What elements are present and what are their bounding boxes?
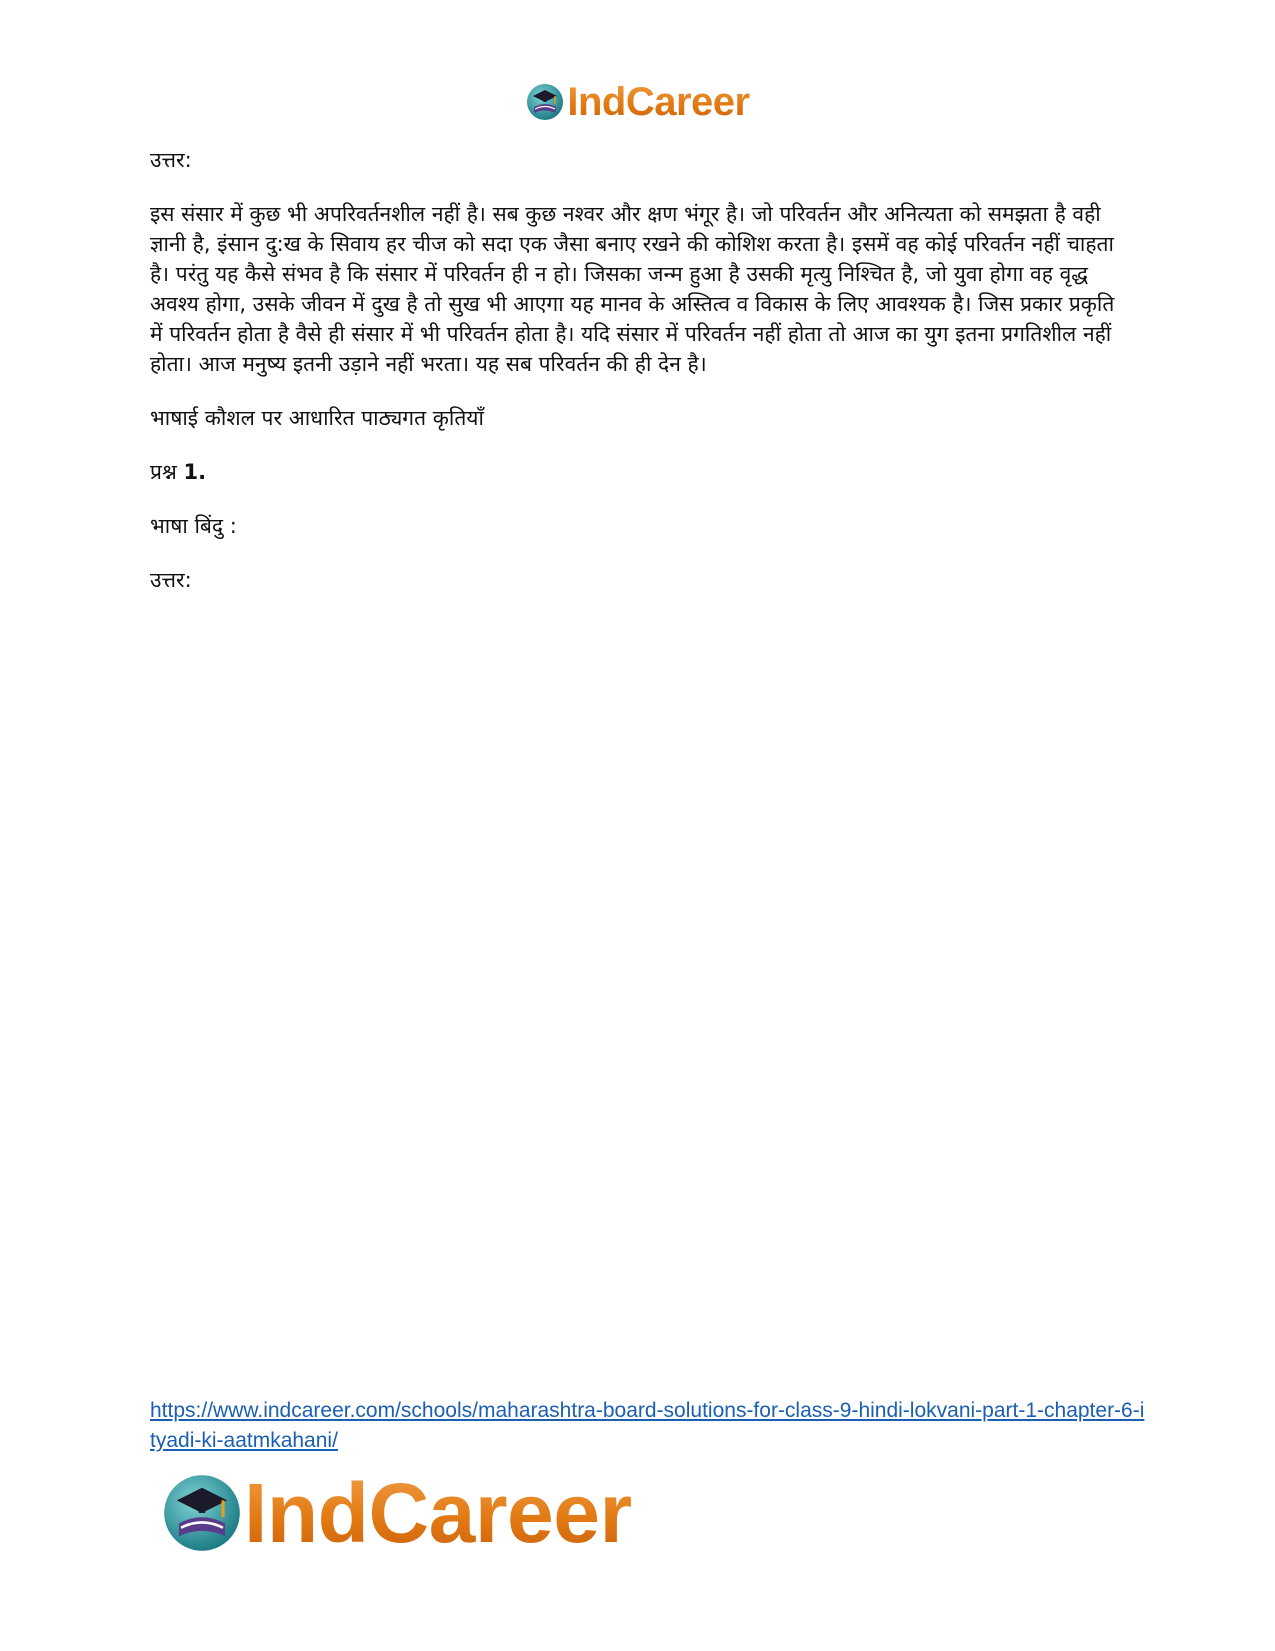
footer-logo [160,1465,632,1561]
question-label [150,457,1130,487]
graduation-book-icon [525,82,565,122]
indcareer-logo [525,78,749,126]
answer-label: उत्तर: [150,148,192,172]
answer-paragraph: इस संसार में कुछ भी अपरिवर्तनशील नहीं है। सब कुछ नश्वर और क्षण भंगूर है। जो परिवर्तन और अनित्यता को समझता है वही ज्ञानी है, इंसान दु:ख के सिवाय हर चीज को सदा एक जैसा बनाए रखने की कोशिश करता है। इसमें वह कोई परिवर्तन नहीं चाहता है। परंतु यह कैसे संभव है कि संसार में परिवर्तन ही न हो। जिसका जन्म हुआ है उसकी मृत्यु निश्चित है, जो युवा होगा वह वृद्ध अवश्य होगा, उसके जीवन में दुख है तो सुख भी आएगा यह मानव के अस्तित्व व विकास के लिए आवश्यक है। जिस प्रकार प्रकृति में परिवर्तन होता है वैसे ही संसार में भी परिवर्तन होता है। यदि संसार में परिवर्तन नहीं होता तो आज का युग इतना प्रगतिशील नहीं होता। आज मनुष्य इतनी उड़ाने नहीं भरता। यह सब परिवर्तन की ही देन है। [150,202,1115,376]
section-heading: भाषाई कौशल पर आधारित पाठ्यगत कृतियाँ [150,406,484,430]
question-word: प्रश्न [150,460,177,484]
logo-wordmark: IndCareer [567,80,750,124]
question-number: 1. [183,460,207,484]
document-body [150,145,1130,595]
indcareer-logo-large [160,1465,632,1561]
answer-label-2: उत्तर: [150,568,192,592]
graduation-book-icon [160,1471,244,1555]
header-logo [0,78,1275,126]
language-point-label: भाषा बिंदु : [150,514,237,538]
footer-url-link[interactable]: https://www.indcareer.com/schools/maharashtra-board-solutions-for-class-9-hindi-lokvani-part-1-chapter-6-ityadi-ki-aatmkahani/ [150,1399,1145,1452]
logo-wordmark-large: IndCareer [244,1466,632,1560]
